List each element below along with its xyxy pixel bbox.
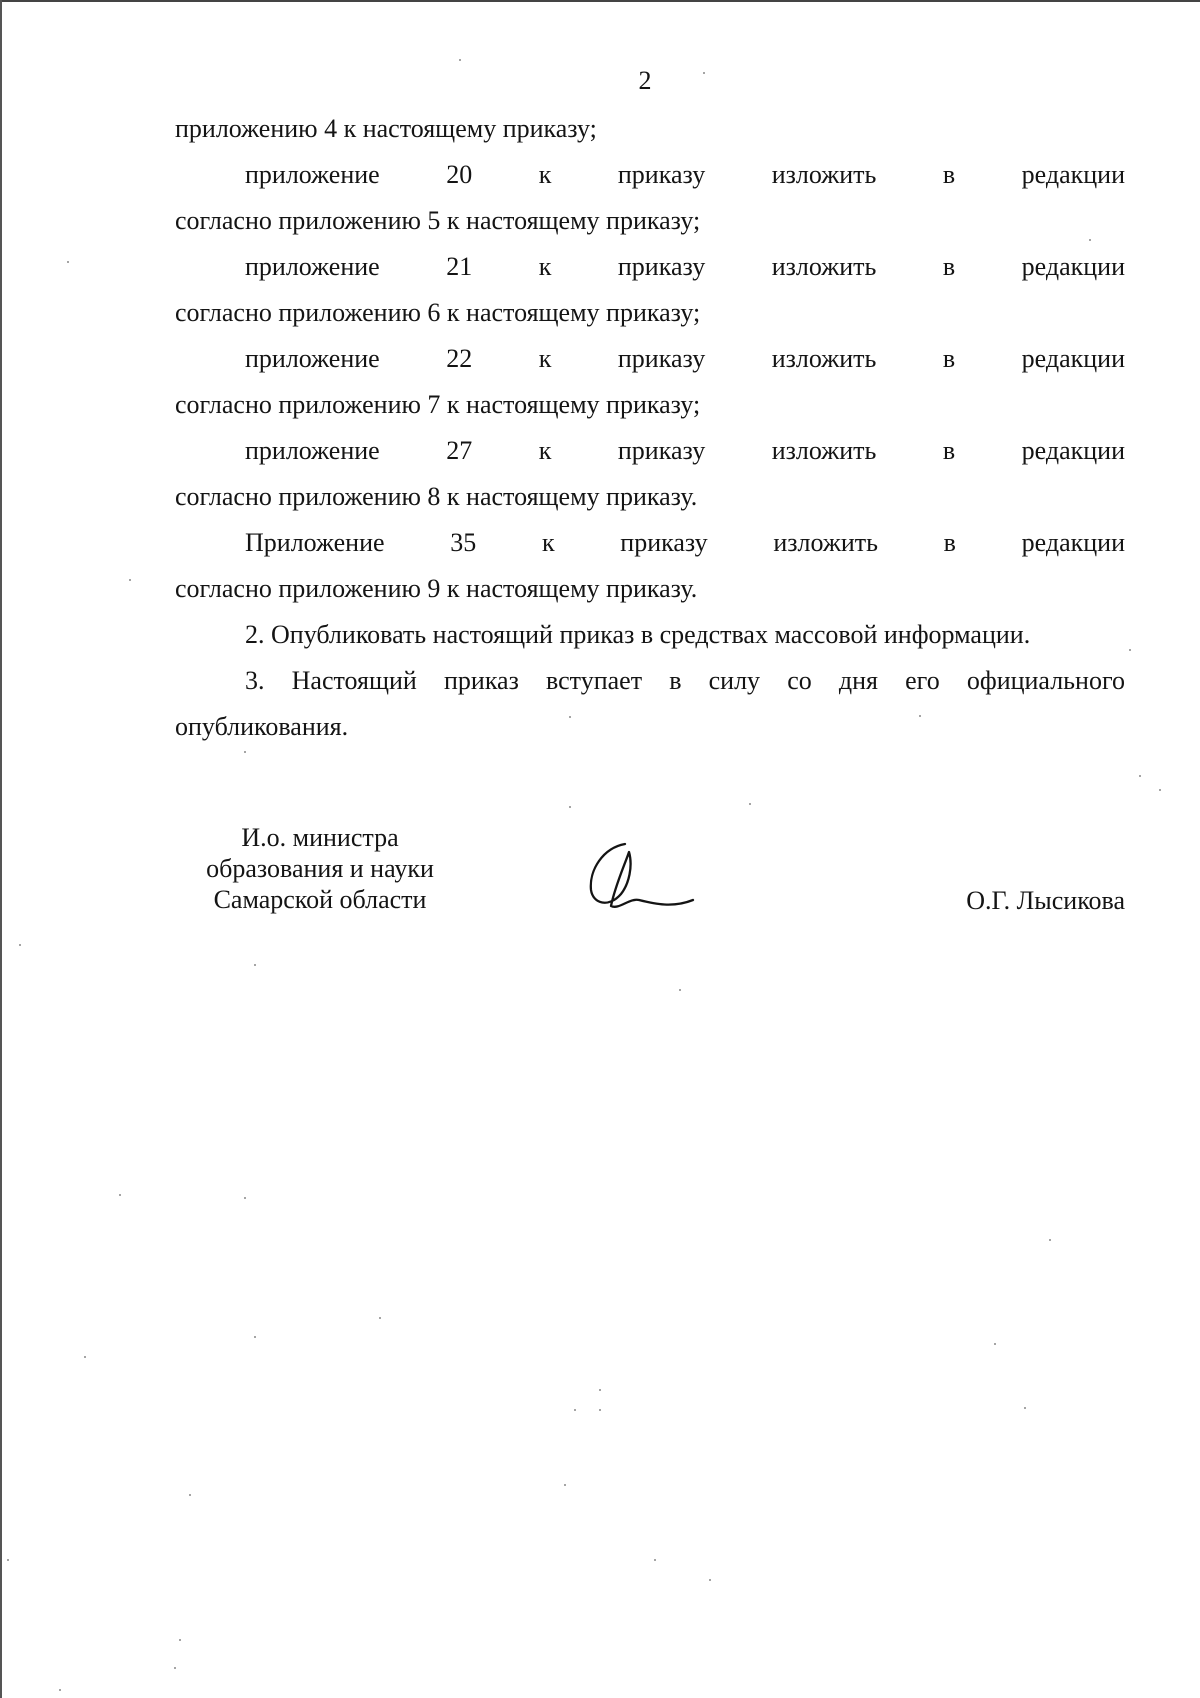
word: изложить [771, 252, 877, 281]
word: 3. [245, 666, 265, 695]
text-line: согласно приложению 6 к настоящему приказу; [175, 298, 701, 327]
word: официального [966, 666, 1125, 695]
word: изложить [771, 344, 877, 373]
word: редакции [1021, 160, 1125, 189]
appendix-number: 27 [446, 436, 473, 465]
text-line: согласно приложению 8 к настоящему приказу. [175, 482, 698, 511]
page-number: 2 [638, 66, 652, 95]
word: к [538, 160, 552, 189]
word: приказу [617, 344, 706, 373]
signatory-title-line: И.о. министра [241, 823, 399, 852]
signatory-title-line: Самарской области [213, 885, 427, 914]
word: в [942, 160, 956, 189]
word: в [942, 252, 956, 281]
word: приказу [617, 252, 706, 281]
word: в [942, 436, 956, 465]
text-line: приложению 4 к настоящему приказу; [175, 114, 597, 143]
word: вступает [546, 666, 643, 695]
signatory-title-line: образования и науки [206, 854, 434, 883]
word: к [541, 528, 555, 557]
word: изложить [771, 436, 877, 465]
word: Приложение [245, 528, 385, 557]
word: редакции [1021, 436, 1125, 465]
word: со [787, 666, 812, 695]
appendix-number: 20 [446, 160, 473, 189]
text-line: согласно приложению 7 к настоящему приказу; [175, 390, 701, 419]
word: редакции [1021, 252, 1125, 281]
word: в [942, 344, 956, 373]
word: силу [708, 666, 761, 695]
word: к [538, 436, 552, 465]
appendix-number: 22 [446, 344, 473, 373]
word: приказу [617, 436, 706, 465]
word: приложение [245, 160, 380, 189]
appendix-number: 35 [450, 528, 477, 557]
word: дня [838, 666, 878, 695]
appendix-number: 21 [446, 252, 473, 281]
word: приказу [617, 160, 706, 189]
word: в [943, 528, 956, 557]
word: приложение [245, 344, 380, 373]
item-2: 2. Опубликовать настоящий приказ в средствах массовой информации. [245, 620, 1031, 649]
word: к [538, 344, 552, 373]
text-line: согласно приложению 9 к настоящему приказу. [175, 574, 698, 603]
text-line: согласно приложению 5 к настоящему приказу; [175, 206, 701, 235]
text-line: опубликования. [175, 712, 349, 741]
word: редакции [1021, 344, 1125, 373]
signatory-name: О.Г. Лысикова [966, 886, 1125, 915]
word: к [538, 252, 552, 281]
word: Настоящий [291, 666, 417, 695]
word: приложение [245, 436, 380, 465]
word: приказу [620, 528, 708, 557]
word: редакции [1021, 528, 1125, 557]
word: приказ [443, 666, 519, 695]
word: его [905, 666, 940, 695]
word: изложить [771, 160, 877, 189]
word: приложение [245, 252, 380, 281]
word: в [669, 666, 682, 695]
word: изложить [773, 528, 878, 557]
